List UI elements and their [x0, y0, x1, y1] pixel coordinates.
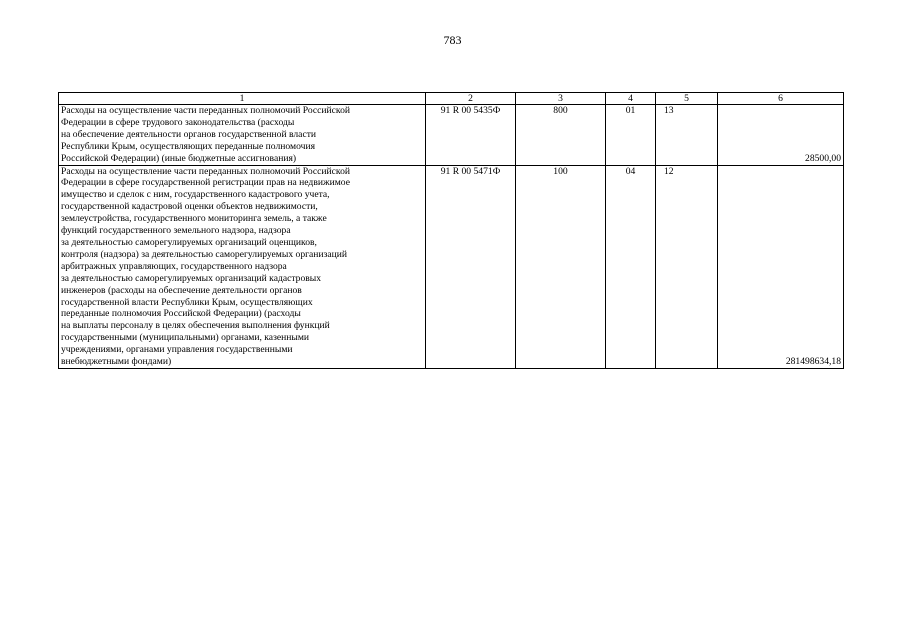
table-row — [59, 165, 844, 368]
page-number: 783 — [443, 33, 462, 47]
description-line: государственной власти Республики Крым, осуществляющих — [61, 296, 313, 308]
row-subsection: 13 — [656, 105, 718, 166]
row-section: 04 — [606, 165, 656, 368]
description-line: имущество и сделок с ним, государственного кадастрового учета, — [61, 189, 330, 201]
row-amount: 281498634,18 — [718, 165, 844, 368]
description-line: Федерации в сфере трудового законодательства (расходы — [61, 116, 295, 128]
header-col-2: 2 — [426, 93, 516, 105]
row-description — [59, 165, 426, 368]
description-line: за деятельностью саморегулируемых организаций оценщиков, — [61, 236, 317, 248]
description-line: государственной кадастровой оценки объектов недвижимости, — [61, 201, 318, 213]
row-section: 01 — [606, 105, 656, 166]
description-line: инженеров (расходы на обеспечение деятельности органов — [61, 284, 302, 296]
row-expense-type: 800 — [516, 105, 606, 166]
description-line: за деятельностью саморегулируемых организаций кадастровых — [61, 272, 322, 284]
header-col-3: 3 — [516, 93, 606, 105]
description-line: контроля (надзора) за деятельностью саморегулируемых организаций — [61, 248, 348, 260]
description-line: учреждениями, органами управления государственными — [61, 344, 293, 356]
description-line: внебюджетными фондами) — [61, 356, 172, 368]
header-row — [59, 93, 844, 105]
budget-table — [58, 92, 844, 369]
row-amount: 28500,00 — [718, 105, 844, 166]
description-line: Расходы на осуществление части переданных полномочий Российской — [61, 165, 351, 177]
row-description — [59, 105, 426, 166]
description-line: функций государственного земельного надзора, надзора — [61, 225, 291, 237]
row-expense-type: 100 — [516, 165, 606, 368]
header-col-1: 1 — [59, 93, 426, 105]
row-subsection: 12 — [656, 165, 718, 368]
header-col-4: 4 — [606, 93, 656, 105]
description-line: Республики Крым, осуществляющих переданные полномочия — [61, 140, 315, 152]
description-line: государственными (муниципальными) органами, казенными — [61, 332, 310, 344]
table-row — [59, 105, 844, 166]
description-line: Российской Федерации) (иные бюджетные ассигнования) — [61, 152, 297, 164]
description-line: переданные полномочия Российской Федерации) (расходы — [61, 308, 301, 320]
description-line: Федерации в сфере государственной регистрации прав на недвижимое — [61, 177, 350, 189]
row-target-code: 91 R 00 5435Ф — [426, 105, 516, 166]
description-line: землеустройства, государственного мониторинга земель, а также — [61, 213, 327, 225]
header-col-5: 5 — [656, 93, 718, 105]
description-line: на обеспечение деятельности органов государственной власти — [61, 128, 317, 140]
description-line: Расходы на осуществление части переданных полномочий Российской — [61, 105, 351, 116]
header-col-6: 6 — [718, 93, 844, 105]
row-target-code: 91 R 00 5471Ф — [426, 165, 516, 368]
description-line: на выплаты персоналу в целях обеспечения выполнения функций — [61, 320, 330, 332]
description-line: арбитражных управляющих, государственного надзора — [61, 260, 287, 272]
